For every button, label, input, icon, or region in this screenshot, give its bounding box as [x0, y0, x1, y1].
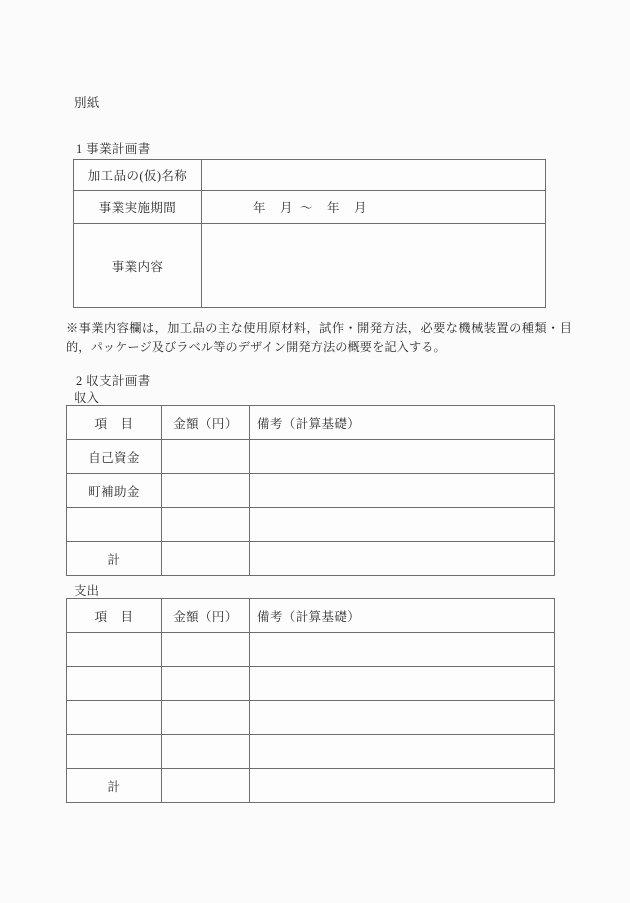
expense-amount[interactable] [162, 735, 250, 769]
income-table [66, 405, 555, 576]
product-name-label: 加工品の(仮)名称 [74, 160, 202, 191]
income-note[interactable] [250, 440, 555, 474]
table-row [67, 667, 555, 701]
period-value: 年 月 ～ 年 月 [253, 201, 367, 215]
table-row [67, 440, 555, 474]
income-column-amount: 金額（円） [162, 406, 250, 440]
table-row [67, 633, 555, 667]
table-row [74, 160, 546, 191]
expense-note[interactable] [250, 633, 555, 667]
income-amount[interactable] [162, 440, 250, 474]
expense-item[interactable] [67, 735, 162, 769]
expense-total-note[interactable] [250, 769, 555, 803]
expense-item[interactable] [67, 633, 162, 667]
business-detail-label: 事業内容 [74, 224, 202, 308]
income-item: 町補助金 [67, 474, 162, 508]
document-label: 別紙 [74, 96, 100, 110]
table-total-row [67, 769, 555, 803]
table-row [67, 508, 555, 542]
expense-column-note: 備考（計算基礎） [250, 599, 555, 633]
table-row [67, 474, 555, 508]
expense-column-item: 項 目 [67, 599, 162, 633]
expense-table [66, 598, 555, 803]
income-amount[interactable] [162, 508, 250, 542]
table-header-row [67, 406, 555, 440]
income-amount[interactable] [162, 474, 250, 508]
table-row [67, 735, 555, 769]
section-heading-business-plan: 1 事業計画書 [76, 142, 151, 156]
expense-column-amount: 金額（円） [162, 599, 250, 633]
income-column-note: 備考（計算基礎） [250, 406, 555, 440]
expense-note[interactable] [250, 701, 555, 735]
expense-note[interactable] [250, 667, 555, 701]
expense-amount[interactable] [162, 633, 250, 667]
expense-total-amount[interactable] [162, 769, 250, 803]
income-note[interactable] [250, 474, 555, 508]
business-detail-value[interactable] [202, 224, 546, 308]
period-label: 事業実施期間 [74, 191, 202, 224]
table-row [74, 224, 546, 308]
income-total-label: 計 [67, 542, 162, 576]
table-total-row [67, 542, 555, 576]
income-total-note[interactable] [250, 542, 555, 576]
table-row [74, 191, 546, 224]
period-value-cell[interactable] [202, 191, 546, 224]
income-column-item: 項 目 [67, 406, 162, 440]
expense-amount[interactable] [162, 701, 250, 735]
product-name-value[interactable] [202, 160, 546, 191]
table-row [67, 701, 555, 735]
business-detail-note: ※事業内容欄は，加工品の主な使用原材料，試作・開発方法，必要な機械装置の種類・目的，パッケージ及びラベル等のデザイン開発方法の概要を記入する。 [66, 321, 572, 354]
expense-item[interactable] [67, 701, 162, 735]
table-header-row [67, 599, 555, 633]
expense-subheading: 支出 [74, 584, 100, 598]
business-plan-table [73, 159, 546, 308]
expense-item[interactable] [67, 667, 162, 701]
income-subheading: 収入 [74, 391, 100, 405]
expense-amount[interactable] [162, 667, 250, 701]
income-item[interactable] [67, 508, 162, 542]
income-item: 自己資金 [67, 440, 162, 474]
income-total-amount[interactable] [162, 542, 250, 576]
section-heading-budget-plan: 2 収支計画書 [76, 374, 151, 388]
expense-total-label: 計 [67, 769, 162, 803]
income-note[interactable] [250, 508, 555, 542]
expense-note[interactable] [250, 735, 555, 769]
